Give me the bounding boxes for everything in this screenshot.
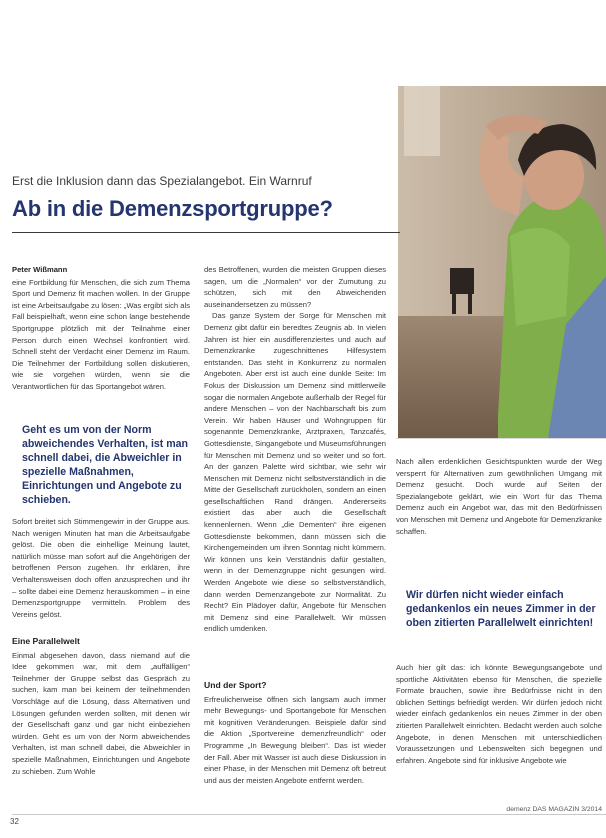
- paragraph: Einmal abgesehen davon, dass niemand auf die Idee gekommen war, mit dem „auffälligen“ Teilnehmer der Gruppe selbst das Gespräch zu suchen, kam man bei keinem der teilnehmenden Vorschläge auf die Lösung, dass Alternativen und Lösungen gefunden werden sollten, mit denen wir der Gesellschaft ganz und gar nicht einbeziehen würden. Geht es um von der Norm abweichendes Verhalten, ist man schnell dabei, die Abweichler in spezielle Maßnahmen, Einrichtungen und Angebote zu schieben. Zum Wohle: [12, 650, 190, 776]
- column-1-middle: [12, 516, 190, 626]
- headline-rule: [12, 232, 400, 233]
- column-2-bottom: [204, 680, 386, 810]
- paragraph: Sofort breitet sich Stimmengewirr in der Gruppe aus. Nach wenigen Minuten hat man die Arbeitsaufgabe gelöst. Die oben die einhellige Meinung lautet, natürlich müsse man sofort auf die Angehörigen der betroffenen Person zugehen. Ihr erklären, ihre Verhaltensweisen doch offen anzusprechen und ihr – sollte dabei eine Demenz herauskommen – in eine Demenzsportgruppe vermitteln. Problem des Vereins gelöst.: [12, 517, 190, 619]
- column-2-top: [204, 264, 386, 676]
- column-1-bottom: [12, 636, 190, 810]
- page-number: 32: [10, 817, 19, 826]
- article-photo: [398, 86, 606, 438]
- footer-rule: [12, 814, 606, 815]
- column-3-top: [396, 456, 602, 574]
- paragraph: Erfreulicherweise öffnen sich langsam auch immer mehr Bewegungs- und Sportangebote für Menschen mit kognitiven Veränderungen. Beispiele dafür sind die Aktion „Sportvereine demenzfreundlich“ oder Programme „In Bewegung bleiben“. Das ist wieder der Fall. Aber mit Wasser ist auch diese Diskussion in einer Phase, in der Menschen mit Demenz oft betreut und aus der meisten Angebote entfernt werden.: [204, 694, 386, 785]
- column-3-bottom: [396, 662, 602, 808]
- article-headline: Ab in die Demenzsportgruppe?: [12, 196, 333, 221]
- pull-quote-1: Geht es um von der Norm abweichendes Verhalten, ist man schnell dabei, die Abweichler in spezielle Maßnahmen, Einrichtungen und Angebote zu schieben.: [22, 424, 189, 506]
- magazine-footer: demenz DAS MAGAZIN 3/2014: [506, 806, 602, 813]
- paragraph: Nach allen erdenklichen Gesichtspunkten wurde der Weg versperrt für Alternativen zum gewöhnlichen Umgang mit Demenz gesucht. Doch wurde auf Seiten der Spezialangebote geklärt, wie ein Wort für das Thema Demenz auch ein Angebot war, das mit den Bedürfnissen von Menschen mit Demenz und Angebote für Demenzkranke schaffen.: [396, 457, 602, 536]
- author-name: Peter Wißmann: [12, 265, 68, 274]
- paragraph: Das ganze System der Sorge für Menschen mit Demenz gibt dafür ein beredtes Zeugnis ab. In vielen Jahren ist hier ein ausdifferenziertes und auch auf Demenzkranke zugeschnittenes Hilfesystem entstanden. Das steht in Konkurrenz zu normalen Angeboten. Aber erst ist auch eine dunkle Seite: Im Fokus der Diskussion um Demenz sind mittlerweile sogar die normalen Angebote außerhalb der Regel für andere Menschen – von der Nachbarschaft bis zum Verein. Wir haben Häuser und Wohngruppen für sogenannte Demenzkranke, Arztpraxen, Tanzcafés, Gottesdienste, Singangebote und Museumsführungen für Menschen mit Demenz und so weiter und so fort. An der ganzen Palette wird sichtbar, wie sehr wir Menschen mit Demenz nicht selbstverständlich in die Mitte der Gesellschaft zurückholen, sondern an einen gesellschaftlichen Rand drängen. Andererseits existiert das aber auch die Gesellschaft kennenlernen. Wenn „die Dementen“ ihre eigenen Gottesdienste bekommen, dann müssen sich die Kirchengemeinden um ihren Sonntag nicht kümmern. Wir können uns kein Verständnis dafür gestalten, wenn in der Demenzgruppe nicht gesungen wird. Werden Angebote wie diese so selbstverständlich, dann werden Demenzangebote zur Normalität. Zu Recht? Ein Plädoyer dafür, Angebote für Menschen mit Demenz sind eine Parallelwelt. Wir müssen endlich umdenken.: [204, 311, 386, 634]
- pull-quote-2: Wir dürfen nicht wieder einfach gedankenlos ein neues Zimmer in der oben zitierten Parallelwelt einrichten!: [406, 589, 596, 629]
- article-kicker: Erst die Inklusion dann das Spezialangebot. Ein Warnruf: [12, 174, 312, 188]
- subheading-parallelwelt: Eine Parallelwelt: [12, 636, 80, 646]
- paragraph: eine Fortbildung für Menschen, die sich zum Thema Sport und Demenz fit machen wollen. In der Gruppe ist eine Arbeitsaufgabe zu lösen: „Was ergibt sich als Fall beispielhaft, wenn eine schon lange bestehende Sportgruppe plötzlich mit der Teilnahme einer Person durch einen Wechsel konfrontiert wird. Schnell steht der Verdacht einer Demenz im Raum. Die Teilnehmer der Fortbildung sollen diskutieren, wie sie vorgehen würden, wenn sie die Verantwortlichen für das Sportangebot wären.: [12, 277, 190, 391]
- paragraph: Auch hier gilt das: ich könnte Bewegungsangebote und sportliche Aktivitäten ebenso für Menschen, die spezielle Formate brauchen, sowie ihre Bedürfnisse nicht in den üblichen Settings befriedigt werden. Wir dürfen jedoch nicht wieder einfach gedankenlos ein neues Zimmer in der oben zitierten Parallelwelt einrichten. Bedacht werden auch solche Angebote, in denen Menschen mit unterschiedlichen Voraussetzungen und Lebenswelten sich begegnen und erfahren. Angebote sind für inklusive Angebote wie: [396, 663, 602, 765]
- subheading-sport: Und der Sport?: [204, 680, 267, 690]
- photo-divider: [396, 438, 606, 439]
- paragraph: des Betroffenen, wurden die meisten Gruppen dieses sagen, um die „Normalen“ vor der Zumutung zu schützen, sich mit den Abweichenden auseinandersetzen zu müssen?: [204, 265, 386, 309]
- woman-exercising-photo: [398, 86, 606, 438]
- column-1-top: [12, 264, 190, 412]
